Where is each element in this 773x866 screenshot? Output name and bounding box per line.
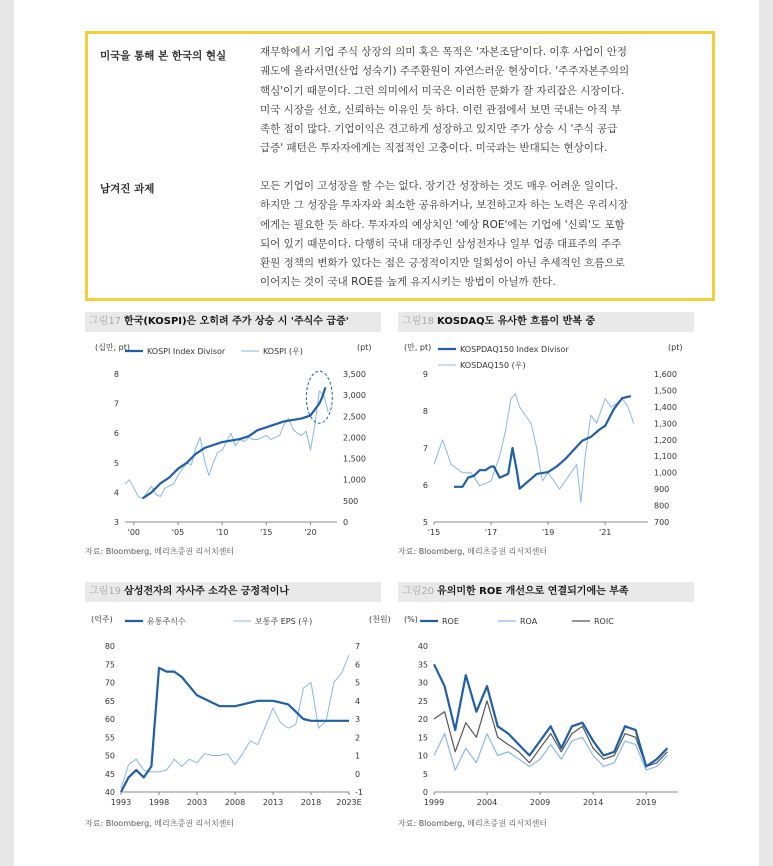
- series-line-kospdaq150-index-divisor: [454, 396, 631, 489]
- chart-title: 그림20 유의미한 ROE 개선으로 연결되기에는 부족: [398, 582, 694, 602]
- y2-tick-label: 0: [343, 518, 349, 527]
- y2-tick-label: 7: [355, 642, 361, 651]
- y-tick-label: 4: [113, 488, 119, 498]
- y2-tick-label: 4: [355, 696, 361, 706]
- section-text-reality: [260, 43, 706, 159]
- y-tick-label: 45: [104, 769, 115, 779]
- text-line: 급증' 패턴은 투자자에게는 직접적인 고충이다. 미국과는 반대되는 현상이다.: [260, 142, 608, 155]
- y-tick-label: 8: [422, 407, 428, 416]
- x-tick-label: 2018: [300, 798, 322, 807]
- y-tick-label: 6: [422, 481, 428, 490]
- text-line: 미국 시장을 선호, 신뢰하는 이유인 듯 하다. 이런 관점에서 보면 국내는 아직 부: [260, 103, 622, 116]
- y2-tick-label: 1,600: [654, 370, 677, 379]
- y2-tick-label: 1,400: [654, 402, 677, 412]
- y2-tick-label: 1,200: [654, 435, 677, 445]
- x-tick-label: 2004: [476, 798, 498, 807]
- chart-svg: [85, 604, 391, 834]
- y-tick-label: 5: [422, 518, 428, 527]
- y2-tick-label: 500: [343, 496, 359, 506]
- x-tick-label: 2019: [635, 798, 657, 807]
- legend-label: ROA: [520, 617, 538, 626]
- y-tick-label: 5: [113, 458, 119, 468]
- left-axis-unit: (십만, pt): [95, 343, 130, 352]
- y-tick-label: 10: [417, 751, 428, 761]
- legend-label: ROE: [442, 617, 459, 626]
- chart-title: 그림18 KOSDAQ도 유사한 흐름이 반복 중: [398, 312, 694, 332]
- chart-fig18: [398, 312, 698, 562]
- legend-label: KOSPI (우): [263, 347, 303, 356]
- y2-tick-label: 5: [355, 678, 361, 688]
- y2-tick-label: 3,000: [343, 391, 366, 401]
- x-tick-label: 1993: [110, 798, 132, 807]
- x-tick-label: '20: [304, 528, 317, 537]
- right-axis-unit: (천원): [369, 615, 391, 624]
- right-axis-unit: (pt): [357, 343, 372, 352]
- x-tick-label: '19: [541, 528, 555, 537]
- y-tick-label: 15: [417, 733, 428, 743]
- x-tick-label: '05: [171, 528, 185, 537]
- y2-tick-label: 3: [355, 715, 361, 724]
- y2-tick-label: 1,000: [343, 475, 366, 485]
- x-tick-label: '15: [260, 528, 273, 537]
- text-line: 되어 있기 때문이다. 다행히 국내 대장주인 삼성전자나 일부 업종 대표주의 주주: [260, 237, 622, 250]
- x-tick-label: 2014: [582, 798, 604, 807]
- legend-label: KOSDAQ150 (우): [460, 361, 526, 370]
- y2-tick-label: -1: [355, 788, 363, 797]
- text-line: 모든 기업이 고성장을 할 수는 없다. 장기간 성장하는 것도 매우 어려운 일이다.: [260, 180, 618, 192]
- text-line: 환원 정책의 변화가 있다는 점은 긍정적이지만 일회성이 아닌 추세적인 흐름으로: [260, 257, 625, 270]
- text-line: 에게는 필요한 듯 하다. 투자자의 예상치인 '예상 ROE'에는 기업에 '신뢰'도 포함: [260, 218, 625, 231]
- chart-svg: [398, 334, 698, 564]
- series-line-roe: [434, 664, 667, 766]
- left-axis-unit: (%): [404, 615, 418, 624]
- y-tick-label: 6: [113, 429, 119, 439]
- y-tick-label: 3: [113, 518, 119, 527]
- text-line: 하지만 그 성장을 투자자와 최소한 공유하거나, 보전하고자 하는 노력은 우리시장: [260, 199, 629, 212]
- y2-tick-label: 1,000: [654, 468, 677, 478]
- legend-label: KOSPI Index Divisor: [147, 347, 226, 356]
- y-tick-label: 7: [113, 399, 119, 409]
- text-line: 핵심'이기 때문이다. 그런 의미에서 미국은 이러한 문화가 잘 자리잡은 시장이다.: [260, 84, 625, 97]
- y2-tick-label: 1,100: [654, 452, 677, 462]
- y-tick-label: 0: [422, 788, 428, 797]
- report-page: [14, 0, 759, 866]
- x-tick-label: '10: [215, 528, 229, 537]
- x-tick-label: 1999: [423, 798, 445, 807]
- y2-tick-label: 1,300: [654, 419, 677, 429]
- section-label-task: 남겨진 과제: [100, 183, 155, 195]
- x-tick-label: '15: [427, 528, 441, 537]
- legend-label: 보통주 EPS (우): [255, 617, 313, 626]
- chart-title: 그림19 삼성전자의 자사주 소각은 긍정적이나: [85, 582, 381, 602]
- text-line: 이어지는 것이 국내 ROE를 높게 유지시키는 방법이 아닐까 한다.: [260, 276, 556, 289]
- x-tick-label: 1998: [148, 798, 170, 807]
- y2-tick-label: 2,500: [343, 412, 366, 422]
- y2-tick-label: 800: [654, 501, 670, 511]
- chart-fig17: [85, 312, 385, 562]
- y-tick-label: 80: [104, 642, 115, 651]
- chart-svg: [85, 334, 385, 564]
- y-tick-label: 30: [417, 678, 428, 688]
- legend-label: KOSPDAQ150 Index Divisor: [460, 345, 569, 354]
- text-line: 재무학에서 기업 주식 상장의 의미 혹은 목적은 '자본조달'이다. 이후 사업이 안정: [260, 46, 628, 58]
- y2-tick-label: 2,000: [343, 433, 366, 443]
- chart-svg: [398, 604, 698, 834]
- y-tick-label: 75: [104, 660, 115, 670]
- y-tick-label: 35: [417, 660, 428, 670]
- series-line-kospi-우-: [125, 391, 328, 499]
- chart-source: 자료: Bloomberg, 메리츠증권 리서치센터: [398, 819, 548, 828]
- section-label-reality: 미국을 통해 본 한국의 현실: [100, 50, 227, 62]
- y2-tick-label: 900: [654, 485, 670, 495]
- y-tick-label: 60: [104, 715, 115, 724]
- x-tick-label: '17: [484, 528, 498, 537]
- y-tick-label: 5: [422, 769, 428, 779]
- x-tick-label: '00: [127, 528, 141, 537]
- y2-tick-label: 0: [355, 769, 361, 779]
- y-tick-label: 55: [104, 733, 115, 743]
- y2-tick-label: 1,500: [343, 454, 366, 464]
- y2-tick-label: 6: [355, 660, 361, 670]
- section-text-task: [260, 177, 706, 293]
- x-tick-label: 2023E: [336, 798, 362, 807]
- chart-source: 자료: Bloomberg, 메리츠증권 리서치센터: [85, 819, 235, 828]
- highlight-box: [85, 31, 715, 301]
- x-tick-label: 2013: [262, 798, 284, 807]
- y-tick-label: 7: [422, 444, 428, 453]
- series-line-roa: [434, 734, 667, 771]
- series-line-유통주식수: [121, 668, 349, 792]
- legend-label: ROIC: [594, 617, 614, 626]
- y-tick-label: 50: [104, 751, 115, 761]
- x-tick-label: 2009: [529, 798, 551, 807]
- y-tick-label: 8: [113, 370, 119, 379]
- text-line: 궤도에 올라서면(산업 성숙기) 주주환원이 자연스러운 현상이다. '주주자본주의의: [260, 65, 630, 78]
- text-line: 족한 점이 많다. 기업이익은 견고하게 성장하고 있지만 주가 상승 시 '주식 공급: [260, 123, 618, 136]
- y-tick-label: 20: [417, 715, 428, 724]
- y2-tick-label: 1: [355, 751, 361, 761]
- y-tick-label: 9: [422, 370, 428, 379]
- x-tick-label: '21: [599, 528, 612, 537]
- right-axis-unit: (pt): [668, 343, 683, 352]
- left-axis-unit: (만, pt): [404, 343, 432, 352]
- y2-tick-label: 2: [355, 733, 361, 743]
- y-tick-label: 40: [417, 642, 428, 651]
- chart-title: 그림17 한국(KOSPI)은 오히려 주가 상승 시 '주식수 급증': [85, 312, 381, 332]
- y-tick-label: 40: [104, 788, 115, 797]
- x-tick-label: 2003: [186, 798, 208, 807]
- chart-fig20: [398, 582, 698, 832]
- chart-fig19: [85, 582, 391, 832]
- legend-label: 유통주식수: [147, 617, 186, 626]
- series-line-roic: [434, 701, 667, 767]
- y-tick-label: 70: [104, 678, 115, 688]
- y-tick-label: 25: [417, 696, 428, 706]
- x-tick-label: 2008: [224, 798, 246, 807]
- left-axis-unit: (억주): [91, 615, 113, 624]
- y2-tick-label: 700: [654, 518, 670, 527]
- y-tick-label: 65: [104, 696, 115, 706]
- chart-source: 자료: Bloomberg, 메리츠증권 리서치센터: [85, 547, 235, 556]
- chart-source: 자료: Bloomberg, 메리츠증권 리서치센터: [398, 547, 548, 556]
- y2-tick-label: 3,500: [343, 370, 366, 379]
- y2-tick-label: 1,500: [654, 386, 677, 396]
